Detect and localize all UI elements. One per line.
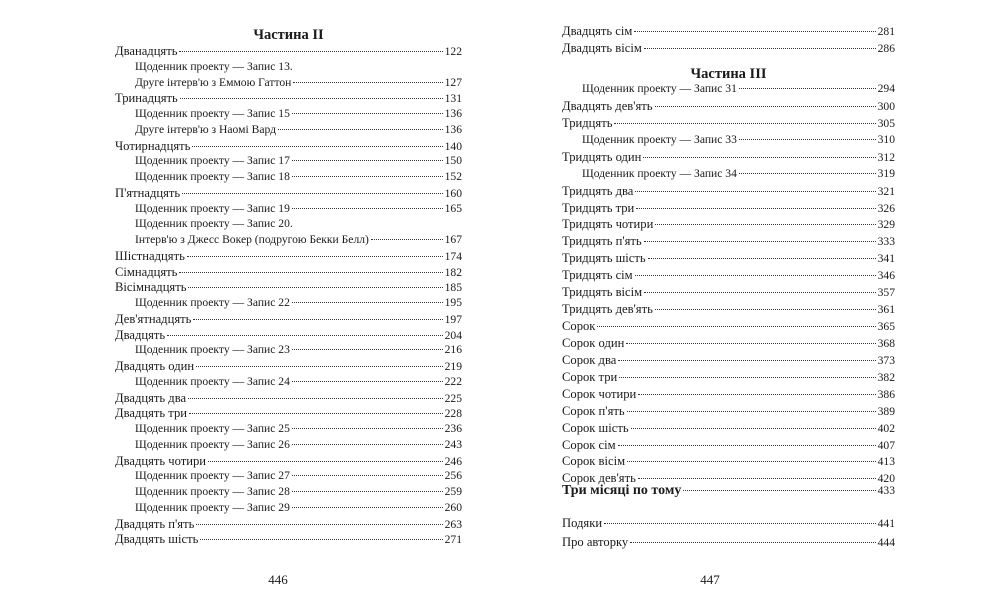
- toc-entry[interactable]: [562, 516, 895, 533]
- toc-page-number: 312: [877, 150, 895, 164]
- toc-entry-title: Сорок сім: [562, 437, 616, 452]
- toc-entry[interactable]: [115, 76, 462, 93]
- toc-entry[interactable]: [115, 91, 462, 108]
- toc-entry-title: Дев'ятнадцять: [115, 311, 192, 326]
- toc-entry-title: Двадцять три: [115, 406, 187, 421]
- dot-leader: [634, 31, 875, 32]
- dot-leader: [371, 239, 443, 240]
- part-title: Частина III: [690, 66, 767, 82]
- toc-page-number: 222: [444, 374, 462, 388]
- dot-leader: [208, 461, 443, 462]
- toc-entry-title: Тридцять сім: [562, 268, 633, 283]
- toc-page-number: 361: [877, 303, 895, 317]
- toc-page-number: 329: [877, 218, 895, 232]
- toc-page-number: 204: [444, 328, 462, 342]
- toc-page-number: 281: [877, 25, 895, 38]
- toc-entry[interactable]: [562, 41, 895, 58]
- toc-entry[interactable]: [115, 280, 462, 297]
- toc-page-number: 389: [877, 404, 895, 418]
- toc-entry[interactable]: [115, 296, 462, 313]
- dot-leader: [627, 461, 876, 462]
- toc-entry-title: Щоденник проекту — Запис 18: [135, 170, 290, 183]
- dot-leader: [193, 319, 442, 320]
- toc-entry-title: Двадцять два: [115, 390, 187, 405]
- toc-page-number: 225: [444, 391, 462, 405]
- toc-entry[interactable]: [115, 202, 462, 219]
- dot-leader: [644, 292, 876, 293]
- toc-entry-title: Сорок шість: [562, 420, 629, 435]
- toc-page-number: 373: [877, 353, 895, 367]
- toc-page-number: 444: [877, 536, 895, 549]
- dot-leader: [179, 272, 442, 273]
- toc-page-number: 256: [444, 469, 462, 483]
- dot-leader: [189, 413, 443, 414]
- toc-page-number: 174: [444, 249, 462, 263]
- toc-entry-title: Щоденник проекту — Запис 33: [582, 132, 737, 146]
- toc-entry-title: Двадцять: [115, 327, 166, 342]
- toc-entry-title: Сімнадцять: [115, 264, 178, 279]
- toc-page-number: 167: [444, 233, 462, 246]
- toc-entry-title: Сорок два: [562, 352, 617, 367]
- toc-entry-title: Тридцять п'ять: [562, 234, 642, 249]
- dot-leader: [618, 360, 875, 361]
- toc-entry-title: Тридцять: [562, 115, 613, 130]
- dot-leader: [739, 173, 876, 174]
- dot-leader: [655, 106, 876, 107]
- toc-page-number: 326: [877, 201, 895, 215]
- dot-leader: [630, 542, 875, 543]
- toc-entry[interactable]: [562, 302, 895, 319]
- toc-entry-title: Щоденник проекту — Запис 15: [135, 107, 290, 120]
- toc-entry-title: Тридцять дев'ять: [562, 302, 653, 317]
- page-number: 447: [700, 572, 720, 587]
- dot-leader: [655, 309, 876, 310]
- toc-entry[interactable]: [562, 217, 895, 234]
- toc-entry-title: Щоденник проекту — Запис 27: [135, 469, 290, 483]
- toc-page-number: 433: [877, 484, 895, 497]
- toc-entry-title: Щоденник проекту — Запис 24: [135, 374, 290, 388]
- toc-entry[interactable]: [562, 336, 895, 353]
- toc-entry-title: Щоденник проекту — Запис 13.: [135, 59, 293, 73]
- toc-entry[interactable]: [562, 201, 895, 218]
- toc-page-number: 310: [877, 132, 895, 146]
- toc-entry[interactable]: [562, 535, 895, 552]
- toc-entry[interactable]: [562, 24, 895, 41]
- dot-leader: [182, 193, 442, 194]
- toc-page-number: 219: [444, 360, 462, 373]
- toc-entry[interactable]: [115, 154, 462, 171]
- toc-entry[interactable]: [115, 501, 462, 518]
- toc-entry[interactable]: [562, 251, 895, 268]
- toc-entry-title: Дванадцять: [115, 44, 178, 58]
- toc-page-number: 228: [444, 407, 462, 421]
- toc-entry[interactable]: [115, 532, 462, 549]
- toc-entry-title: Двадцять чотири: [115, 453, 207, 468]
- toc-entry[interactable]: [562, 150, 895, 167]
- toc-entry[interactable]: [115, 60, 462, 77]
- toc-entry-title: Вісімнадцять: [115, 280, 187, 295]
- toc-page-number: 441: [877, 517, 895, 530]
- dot-leader: [179, 51, 442, 52]
- toc-entry[interactable]: [562, 370, 895, 387]
- toc-entry-title: Сорок: [562, 319, 596, 334]
- dot-leader: [292, 176, 443, 177]
- toc-page-number: 260: [444, 500, 462, 514]
- toc-entry-title: Щоденник проекту — Запис 23: [135, 343, 290, 357]
- toc-page-number: 300: [877, 99, 895, 113]
- toc-entry-title: Тридцять два: [562, 183, 634, 198]
- toc-page-number: 197: [444, 312, 462, 326]
- toc-page-number: 131: [444, 92, 462, 106]
- toc-entry[interactable]: [562, 116, 895, 133]
- toc-entry[interactable]: [562, 167, 895, 184]
- toc-entry[interactable]: [115, 454, 462, 471]
- toc-entry[interactable]: [115, 44, 462, 61]
- dot-leader: [188, 398, 443, 399]
- toc-entry-title: Сорок дев'ять: [562, 471, 636, 486]
- toc-entry[interactable]: [115, 265, 462, 282]
- dot-leader: [292, 491, 443, 492]
- toc-page-number: 386: [877, 387, 895, 401]
- toc-entry[interactable]: [115, 139, 462, 156]
- toc-entry[interactable]: [115, 107, 462, 124]
- toc-page-number: 182: [444, 265, 462, 279]
- toc-entry-title: Чотирнадцять: [115, 138, 191, 153]
- toc-entry-title: Інтерв'ю з Джесс Вокер (подругою Бекки Белл): [135, 233, 369, 246]
- dot-leader: [292, 475, 443, 476]
- toc-page-number: 195: [444, 296, 462, 309]
- toc-entry[interactable]: [562, 285, 895, 302]
- dot-leader: [636, 208, 875, 209]
- toc-entry-title: Двадцять п'ять: [115, 516, 195, 531]
- toc-entry-title: Щоденник проекту — Запис 26: [135, 437, 290, 451]
- toc-page-number: 357: [877, 286, 895, 300]
- toc-page-number: 160: [444, 186, 462, 200]
- toc-entry[interactable]: [115, 517, 462, 534]
- dot-leader: [180, 98, 443, 99]
- toc-entry[interactable]: [115, 406, 462, 423]
- toc-entry[interactable]: [115, 123, 462, 140]
- toc-page-number: 321: [877, 184, 895, 198]
- dot-leader: [292, 208, 443, 209]
- toc-page-number: 236: [444, 422, 462, 435]
- toc-page-number: 122: [444, 45, 462, 58]
- toc-entry[interactable]: [115, 359, 462, 376]
- toc-page-number: 216: [444, 343, 462, 357]
- toc-entry-title: Сорок п'ять: [562, 403, 625, 418]
- toc-entry[interactable]: [115, 328, 462, 345]
- toc-page-number: 382: [877, 370, 895, 384]
- toc-entry-title: Щоденник проекту — Запис 22: [135, 296, 290, 309]
- toc-entry[interactable]: [562, 421, 895, 438]
- dot-leader: [292, 444, 443, 445]
- dot-leader: [196, 366, 442, 367]
- toc-page-number: 152: [444, 170, 462, 183]
- toc-entry[interactable]: [562, 268, 895, 285]
- dot-leader: [292, 160, 443, 161]
- dot-leader: [655, 224, 875, 225]
- toc-entry[interactable]: [115, 469, 462, 486]
- toc-entry[interactable]: [562, 234, 895, 251]
- dot-leader: [643, 157, 875, 158]
- page-number: 446: [268, 572, 288, 587]
- dot-leader: [626, 343, 875, 344]
- dot-leader: [635, 275, 876, 276]
- dot-leader: [635, 191, 875, 192]
- toc-page-number: 140: [444, 139, 462, 153]
- toc-page-number: 136: [444, 122, 462, 136]
- toc-entry-title: Двадцять один: [115, 359, 195, 373]
- toc-entry[interactable]: [562, 184, 895, 201]
- toc-entry[interactable]: [115, 485, 462, 502]
- dot-leader: [192, 146, 442, 147]
- dot-leader: [292, 381, 443, 382]
- toc-entry-title: Щоденник проекту — Запис 25: [135, 422, 290, 435]
- toc-entry[interactable]: [562, 353, 895, 370]
- dot-leader: [278, 129, 443, 130]
- toc-page-number: 165: [444, 201, 462, 215]
- toc-entry-title: Друге інтерв'ю з Наомі Вард: [135, 122, 277, 136]
- dot-leader: [739, 88, 876, 89]
- toc-entry-title: Сорок один: [562, 335, 625, 350]
- dot-leader: [292, 349, 443, 350]
- toc-entry-title: Тридцять чотири: [562, 217, 654, 232]
- toc-page-number: 246: [444, 454, 462, 468]
- dot-leader: [614, 123, 875, 124]
- toc-entry-title: Шістнадцять: [115, 248, 185, 263]
- part-title: Частина II: [253, 27, 324, 43]
- toc-entry-title: Щоденник проекту — Запис 17: [135, 154, 290, 168]
- toc-entry[interactable]: [115, 438, 462, 455]
- toc-entry-title: Тридцять три: [562, 200, 635, 215]
- toc-entry[interactable]: [562, 387, 895, 404]
- dot-leader: [683, 490, 875, 491]
- toc-page-number: 136: [444, 107, 462, 120]
- dot-leader: [627, 411, 876, 412]
- dot-leader: [618, 445, 876, 446]
- toc-entry[interactable]: [115, 312, 462, 329]
- right-page: [562, 0, 895, 612]
- dot-leader: [739, 139, 876, 140]
- toc-page-number: 319: [877, 166, 895, 180]
- dot-leader: [188, 287, 442, 288]
- toc-entry[interactable]: [562, 438, 895, 455]
- dot-leader: [638, 394, 875, 395]
- toc-entry[interactable]: [115, 186, 462, 203]
- toc-entry[interactable]: [562, 99, 895, 116]
- toc-entry[interactable]: [115, 217, 462, 234]
- toc-entry-title: Про авторку: [562, 535, 629, 549]
- toc-entry-title: П'ятнадцять: [115, 185, 181, 200]
- toc-entry-title: Двадцять дев'ять: [562, 98, 653, 113]
- dot-leader: [644, 48, 876, 49]
- toc-page-number: 150: [444, 154, 462, 168]
- toc-entry[interactable]: [562, 483, 895, 503]
- toc-entry[interactable]: [115, 233, 462, 250]
- toc-entry-title: Двадцять сім: [562, 24, 633, 38]
- toc-page-number: 259: [444, 485, 462, 498]
- toc-entry[interactable]: [562, 454, 895, 471]
- toc-page-number: 305: [877, 116, 895, 130]
- toc-entry[interactable]: [115, 170, 462, 187]
- toc-page-number: 407: [877, 438, 895, 452]
- toc-entry-title: Тридцять шість: [562, 251, 646, 266]
- toc-entry-title: Сорок чотири: [562, 386, 637, 401]
- toc-page-number: 294: [877, 82, 895, 95]
- toc-entry[interactable]: [562, 319, 895, 336]
- toc-entry[interactable]: [115, 375, 462, 392]
- dot-leader: [604, 523, 876, 524]
- dot-leader: [167, 335, 442, 336]
- toc-page-number: 286: [877, 42, 895, 55]
- toc-entry[interactable]: [562, 404, 895, 421]
- dot-leader: [631, 428, 876, 429]
- dot-leader: [648, 258, 876, 259]
- toc-entry-title: Щоденник проекту — Запис 20.: [135, 217, 293, 231]
- toc-page-number: 365: [877, 320, 895, 334]
- toc-entry-title: Тринадцять: [115, 91, 178, 106]
- dot-leader: [292, 507, 443, 508]
- dot-leader: [292, 113, 443, 114]
- toc-page-number: 127: [444, 75, 462, 89]
- toc-entry-title: Сорок три: [562, 369, 618, 384]
- toc-entry-title: Подяки: [562, 516, 603, 530]
- toc-page-number: 243: [444, 437, 462, 451]
- toc-entry-title: Двадцять вісім: [562, 41, 642, 55]
- dot-leader: [292, 428, 443, 429]
- left-page: [115, 0, 462, 612]
- dot-leader: [292, 302, 443, 303]
- toc-page-number: 413: [877, 455, 895, 469]
- dot-leader: [619, 377, 875, 378]
- toc-entry-title: Щоденник проекту — Запис 31: [582, 82, 737, 95]
- dot-leader: [293, 82, 442, 83]
- dot-leader: [597, 326, 875, 327]
- toc-entry[interactable]: [115, 422, 462, 439]
- toc-entry-title: Щоденник проекту — Запис 29: [135, 500, 290, 514]
- toc-entry-title: Три місяці по тому: [562, 483, 682, 498]
- toc-entry-title: Двадцять шість: [115, 532, 199, 547]
- dot-leader: [644, 241, 876, 242]
- toc-entry[interactable]: [562, 133, 895, 150]
- toc-entry-title: Тридцять один: [562, 149, 642, 164]
- toc-page-number: 263: [444, 517, 462, 531]
- toc-entry-title: Щоденник проекту — Запис 28: [135, 485, 290, 498]
- toc-page-number: 185: [444, 281, 462, 295]
- toc-entry[interactable]: [115, 343, 462, 360]
- toc-page-number: 271: [444, 533, 462, 547]
- toc-entry-title: Друге інтерв'ю з Еммою Гаттон: [135, 75, 292, 89]
- toc-page-number: 341: [877, 252, 895, 266]
- toc-page-number: 333: [877, 235, 895, 249]
- dot-leader: [187, 256, 443, 257]
- dot-leader: [196, 524, 442, 525]
- toc-page-number: 402: [877, 421, 895, 435]
- toc-entry[interactable]: [115, 249, 462, 266]
- toc-entry[interactable]: [115, 391, 462, 408]
- dot-leader: [200, 539, 442, 540]
- toc-page-number: 368: [877, 336, 895, 350]
- toc-entry-title: Щоденник проекту — Запис 19: [135, 201, 290, 215]
- toc-page-number: 420: [877, 472, 895, 486]
- toc-page-number: 346: [877, 269, 895, 283]
- toc-entry-title: Щоденник проекту — Запис 34: [582, 166, 737, 180]
- toc-entry[interactable]: [562, 82, 895, 99]
- toc-entry-title: Тридцять вісім: [562, 285, 643, 300]
- dot-leader: [638, 478, 876, 479]
- toc-entry-title: Сорок вісім: [562, 454, 626, 469]
